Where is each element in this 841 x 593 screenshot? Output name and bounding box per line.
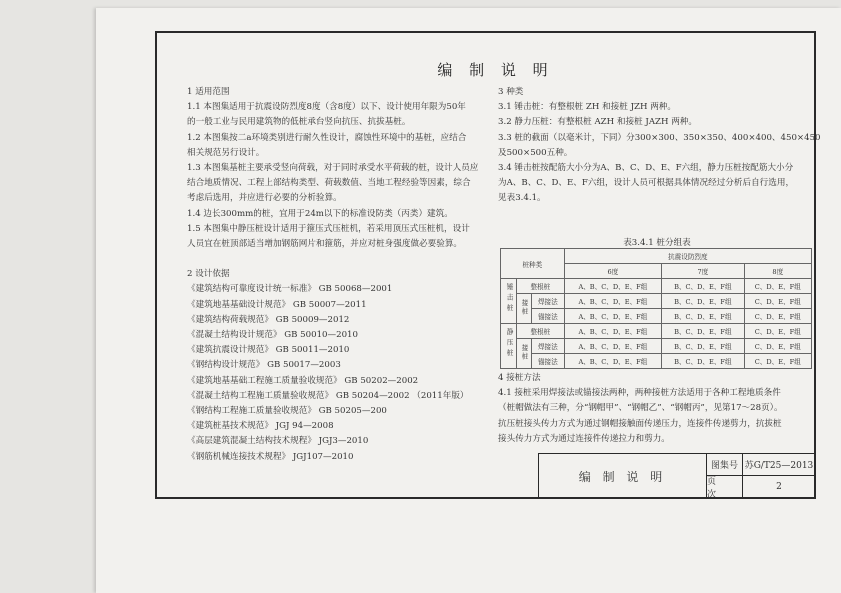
table-cell: A、B、C、D、E、F组 [564, 279, 661, 294]
page-number: 2 [776, 482, 782, 492]
text-line: 3.3 桩的截面（以毫米计，下同）分300×300、350×350、400×400、450×450 [498, 132, 821, 143]
reference-item: 《建筑地基基础工程施工质量验收规范》 GB 50202—2002 [187, 375, 419, 386]
text-line: 抗压桩接头传力方式为通过钢帽接触面传递压力，连接件传递剪力，抗拔桩 [498, 418, 782, 429]
text-line: 为A、B、C、D、E、F六组，设计人员可根据具体情况经过分析后自行选用， [498, 178, 795, 189]
group-static-label: 静压桩 [501, 324, 517, 369]
row-label-anchor: 锚接法 [532, 309, 565, 324]
row-label-weld: 焊接法 [532, 294, 565, 309]
section-heading: 3 种类 [498, 87, 524, 97]
table-cell: C、D、E、F组 [744, 309, 811, 324]
page-label: 页 次 [707, 476, 743, 498]
text-line: 1.1 本图集适用于抗震设防烈度8度（含8度）以下、设计使用年限为50年 [187, 102, 466, 113]
text-line: 1.4 边长300mm的桩，宜用于24m以下的标准设防类（丙类）建筑。 [187, 208, 453, 219]
row-label-anchor: 锚接法 [532, 354, 565, 369]
reference-item: 《建筑结构可靠度设计统一标准》 GB 50068—2001 [187, 284, 393, 295]
text-line: 4.1 接桩采用焊接法或锚接法两种，两种接桩方法适用于各种工程地质条件 [498, 388, 781, 399]
right-column-bottom [498, 371, 816, 447]
header-degree: 8度 [744, 264, 811, 279]
pile-group-table [500, 248, 812, 369]
table-cell: C、D、E、F组 [744, 279, 811, 294]
table-cell: A、B、C、D、E、F组 [564, 309, 661, 324]
table-title: 表3.4.1 桩分组表 [623, 238, 691, 248]
reference-item: 《高层建筑混凝土结构技术规程》 JGJ3—2010 [187, 436, 369, 447]
section-heading: 2 设计依据 [187, 269, 230, 280]
row-label-joint: 接桩 [517, 294, 532, 324]
reference-item: 《建筑结构荷载规范》 GB 50009—2012 [187, 314, 350, 325]
reference-item: 《建筑抗震设计规范》 GB 50011—2010 [187, 345, 350, 356]
table-cell: A、B、C、D、E、F组 [564, 339, 661, 354]
reference-item: 《混凝土结构设计规范》 GB 50010—2010 [187, 330, 358, 341]
text-line: （桩帽做法有三种，分“钢帽甲”、“钢帽乙”、“钢帽丙”，见第17～28页）。 [498, 403, 783, 414]
table-cell: C、D、E、F组 [744, 294, 811, 309]
text-line: 1.5 本图集中静压桩设计适用于箍压式压桩机，若采用顶压式压桩机，设计 [187, 223, 470, 234]
table-cell: B、C、D、E、F组 [662, 309, 744, 324]
table-cell: B、C、D、E、F组 [662, 279, 744, 294]
text-line: 人员宜在桩顶部适当增加钢筋网片和箍筋，并应对桩身强度做必要验算。 [187, 239, 463, 250]
page-title: 编 制 说 明 [437, 61, 554, 79]
text-line: 见表3.4.1。 [498, 193, 546, 204]
reference-item: 《建筑桩基技术规范》 JGJ 94—2008 [187, 421, 334, 432]
title-block-name: 编 制 说 明 [539, 454, 707, 498]
table-cell: C、D、E、F组 [744, 339, 811, 354]
text-line: 3.4 锤击桩按配筋大小分为A、B、C、D、E、F六组，静力压桩按配筋大小分 [498, 163, 794, 174]
row-label-whole: 整根桩 [517, 324, 565, 339]
header-intensity: 抗震设防烈度 [564, 249, 811, 264]
table-cell: C、D、E、F组 [744, 354, 811, 369]
table-cell: A、B、C、D、E、F组 [564, 354, 661, 369]
text-line: 3.2 静力压桩：有整根桩 AZH 和接桩 JAZH 两种。 [498, 117, 698, 128]
reference-item: 《建筑地基基础设计规范》 GB 50007—2011 [187, 299, 367, 310]
text-line: 1.2 本图集按二a环境类别进行耐久性设计，腐蚀性环境中的基桩，应结合 [187, 132, 467, 143]
text-line: 结合地质情况、工程上部结构类型、荷载数值、当地工程经验等因素，综合 [187, 178, 471, 189]
table-cell: B、C、D、E、F组 [662, 339, 744, 354]
row-label-whole: 整根桩 [517, 279, 565, 294]
text-line: 考虑后选用，并应进行必要的分析验算。 [187, 193, 342, 204]
right-column-top [498, 85, 821, 207]
left-column [187, 85, 487, 465]
text-line: 3.1 锤击桩：有整根桩 ZH 和接桩 JZH 两种。 [498, 102, 677, 113]
reference-item: 《钢结构设计规范》 GB 50017—2003 [187, 360, 341, 371]
text-line: 1.3 本图集基桩主要承受竖向荷载，对于同时承受水平荷载的桩，设计人员应 [187, 163, 479, 174]
title-block [538, 453, 816, 499]
text-line: 及500×500五种。 [498, 147, 573, 158]
row-label-joint: 接桩 [517, 339, 532, 369]
atlas-label: 图集号 [707, 454, 743, 476]
text-line: 接头传力方式为通过连接件传递拉力和剪力。 [498, 433, 670, 444]
table-cell: A、B、C、D、E、F组 [564, 324, 661, 339]
table-cell: B、C、D、E、F组 [662, 294, 744, 309]
table-cell: C、D、E、F组 [744, 324, 811, 339]
row-label-weld: 焊接法 [532, 339, 565, 354]
reference-item: 《钢筋机械连接技术规程》 JGJ107—2010 [187, 451, 354, 462]
reference-item: 《混凝土结构工程施工质量验收规范》 GB 50204—2002 （2011年版） [187, 390, 469, 401]
atlas-number: 苏G/T25—2013 [743, 454, 815, 476]
header-degree: 6度 [564, 264, 661, 279]
header-degree: 7度 [662, 264, 744, 279]
text-line: 1 适用范围 [187, 87, 230, 97]
reference-item: 《钢结构工程施工质量验收规范》 GB 50205—200 [187, 406, 387, 417]
section-heading: 4 接桩方法 [498, 373, 541, 383]
text-line: 相关规范另行设计。 [187, 147, 265, 158]
text-line: 的一般工业与民用建筑物的低桩承台竖向抗压、抗拔基桩。 [187, 117, 411, 128]
table-cell: A、B、C、D、E、F组 [564, 294, 661, 309]
table-cell: B、C、D、E、F组 [662, 354, 744, 369]
header-pile-type: 桩种类 [501, 249, 565, 279]
table-cell: B、C、D、E、F组 [662, 324, 744, 339]
group-hammer-label: 锤击桩 [501, 279, 517, 324]
